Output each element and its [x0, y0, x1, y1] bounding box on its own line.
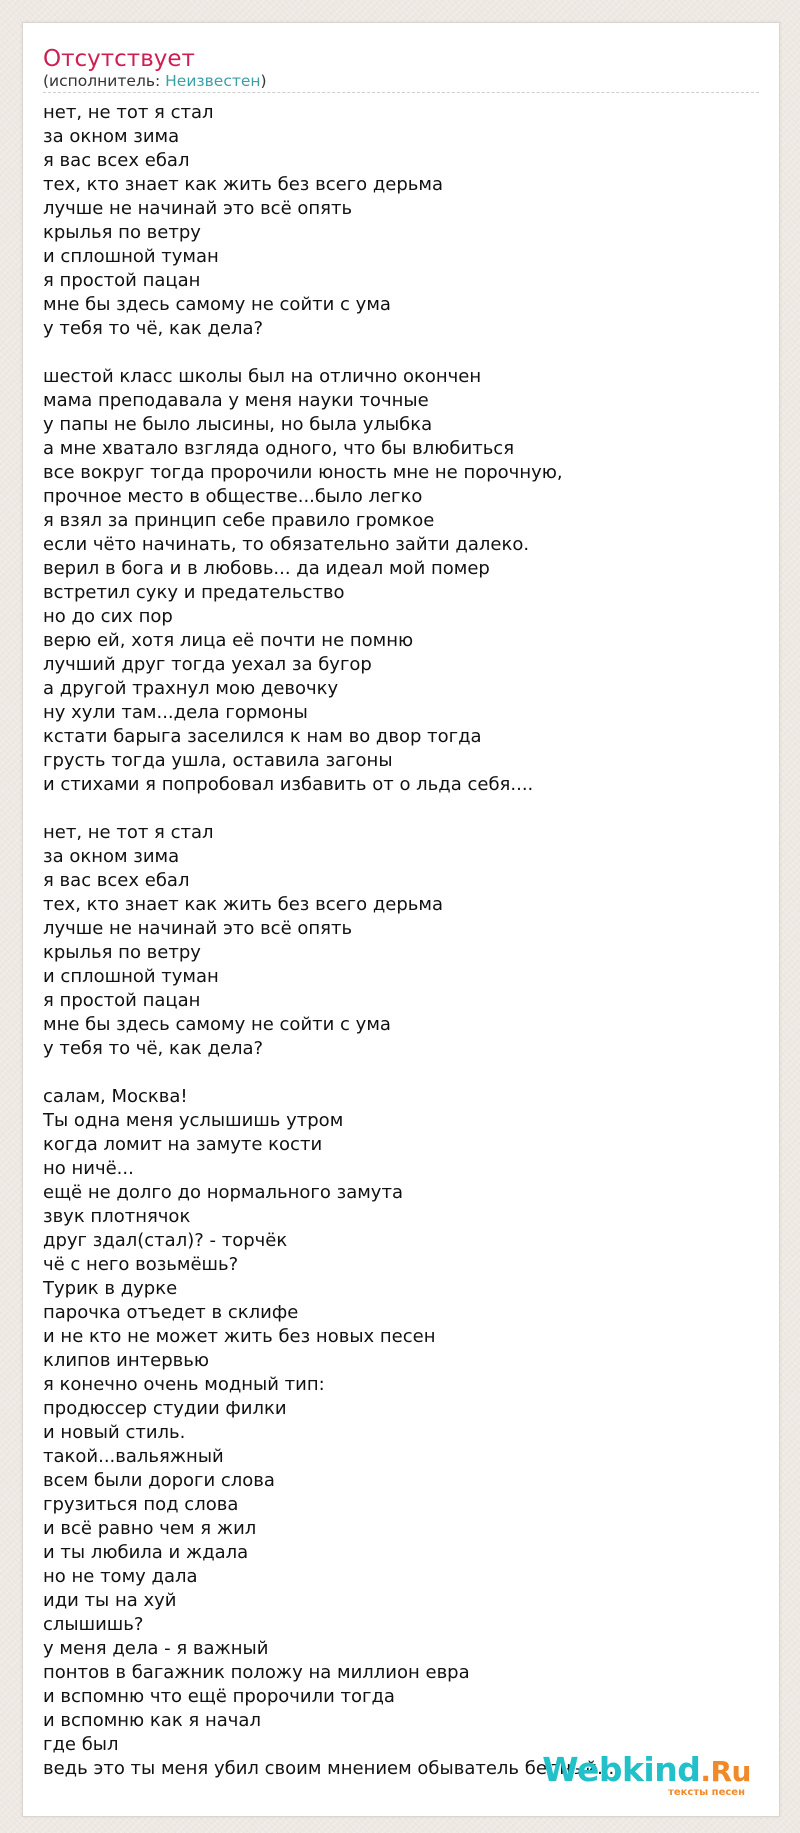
lyric-line: я простой пацан — [43, 990, 201, 1011]
lyric-line: я простой пацан — [43, 270, 201, 291]
lyric-line: чё с него возьмёшь? — [43, 1254, 239, 1275]
lyric-line: у папы не было лысины, но была улыбка — [43, 414, 433, 435]
lyric-line: всем были дороги слова — [43, 1470, 275, 1491]
lyric-line: и ты любила и ждала — [43, 1542, 249, 1563]
lyric-line: я вас всех ебал — [43, 870, 190, 891]
lyric-line: друг здал(стал)? - торчёк — [43, 1230, 288, 1251]
lyric-line: Турик в дурке — [43, 1278, 178, 1299]
lyric-line: я конечно очень модный тип: — [43, 1374, 325, 1395]
lyric-line: у тебя то чё, как дела? — [43, 318, 264, 339]
lyric-line: мне бы здесь самому не сойти с ума — [43, 294, 391, 315]
song-title: Отсутствует — [43, 46, 195, 72]
lyric-line: и сплошной туман — [43, 246, 219, 267]
lyric-line: салам, Москва! — [43, 1086, 188, 1107]
lyric-line: клипов интервью — [43, 1350, 210, 1371]
watermark-logo — [542, 1752, 751, 1790]
watermark-tld: .Ru — [700, 1755, 751, 1788]
lyric-line: и вспомню что ещё пророчили тогда — [43, 1686, 395, 1707]
artist-prefix: (исполнитель: — [43, 72, 166, 90]
artist-line — [43, 71, 759, 93]
lyric-line: крылья по ветру — [43, 942, 201, 963]
lyric-line: мама преподавала у меня науки точные — [43, 390, 429, 411]
lyric-line: продюссер студии филки — [43, 1398, 287, 1419]
lyric-line: кстати барыга заселился к нам во двор тогда — [43, 726, 482, 747]
lyric-line: и новый стиль. — [43, 1422, 186, 1443]
lyric-line: парочка отъедет в склифе — [43, 1302, 299, 1323]
lyric-line: тех, кто знает как жить без всего дерьма — [43, 174, 444, 195]
lyric-line: лучше не начинай это всё опять — [43, 918, 353, 939]
lyric-line: но не тому дала — [43, 1566, 198, 1587]
lyric-line: грусть тогда ушла, оставила загоны — [43, 750, 393, 771]
lyric-line: прочное место в обществе...было легко — [43, 486, 423, 507]
lyric-line: за окном зима — [43, 846, 180, 867]
lyrics-text — [43, 101, 769, 1781]
lyric-line: нет, не тот я стал — [43, 102, 214, 123]
lyric-line: встретил суку и предательство — [43, 582, 345, 603]
lyric-line: звук плотнячок — [43, 1206, 191, 1227]
lyric-line: где был — [43, 1734, 119, 1755]
lyric-line: все вокруг тогда пророчили юность мне не порочную, — [43, 462, 563, 483]
lyric-line: верил в бога и в любовь... да идеал мой помер — [43, 558, 490, 579]
lyric-line: мне бы здесь самому не сойти с ума — [43, 1014, 391, 1035]
lyric-line: понтов в багажник положу на миллион евра — [43, 1662, 470, 1683]
lyric-line: и вспомню как я начал — [43, 1710, 261, 1731]
lyric-line: но ничё... — [43, 1158, 134, 1179]
lyric-line: когда ломит на замуте кости — [43, 1134, 323, 1155]
lyric-line: ну хули там...дела гормоны — [43, 702, 308, 723]
lyric-line: шестой класс школы был на отлично окончен — [43, 366, 482, 387]
lyrics-card — [22, 22, 780, 1817]
lyric-line: иди ты на хуй — [43, 1590, 177, 1611]
lyric-line: верю ей, хотя лица её почти не помню — [43, 630, 414, 651]
lyric-line: ведь это ты меня убил своим мнением обыватель бедный... — [43, 1758, 615, 1779]
webkind-watermark — [541, 1752, 751, 1798]
artist-suffix: ) — [260, 72, 267, 90]
lyric-line: крылья по ветру — [43, 222, 201, 243]
watermark-tagline: тексты песен — [668, 1787, 745, 1798]
lyric-line: и не кто не может жить без новых песен — [43, 1326, 436, 1347]
lyric-line: такой...вальяжный — [43, 1446, 224, 1467]
lyric-line: у тебя то чё, как дела? — [43, 1038, 264, 1059]
lyric-line: и стихами я попробовал избавить от о льда себя.... — [43, 774, 534, 795]
lyric-line: и сплошной туман — [43, 966, 219, 987]
lyric-line: а другой трахнул мою девочку — [43, 678, 339, 699]
lyric-line: у меня дела - я важный — [43, 1638, 269, 1659]
lyric-line: Ты одна меня услышишь утром — [43, 1110, 344, 1131]
lyric-line: а мне хватало взгляда одного, что бы влюбиться — [43, 438, 515, 459]
lyric-line: я взял за принцип себе правило громкое — [43, 510, 435, 531]
lyric-line: за окном зима — [43, 126, 180, 147]
lyric-line: ещё не долго до нормального замута — [43, 1182, 403, 1203]
lyric-line: слышишь? — [43, 1614, 144, 1635]
lyric-line: но до сих пор — [43, 606, 173, 627]
lyric-line: грузиться под слова — [43, 1494, 239, 1515]
lyric-line: тех, кто знает как жить без всего дерьма — [43, 894, 444, 915]
lyric-line: и всё равно чем я жил — [43, 1518, 257, 1539]
lyric-line: если чёто начинать, то обязательно зайти далеко. — [43, 534, 530, 555]
artist-link[interactable]: Неизвестен — [165, 72, 261, 90]
lyric-line: нет, не тот я стал — [43, 822, 214, 843]
lyric-line: лучше не начинай это всё опять — [43, 198, 353, 219]
watermark-brand: Webkind — [542, 1750, 701, 1789]
lyric-line: лучший друг тогда уехал за бугор — [43, 654, 372, 675]
lyric-line: я вас всех ебал — [43, 150, 190, 171]
